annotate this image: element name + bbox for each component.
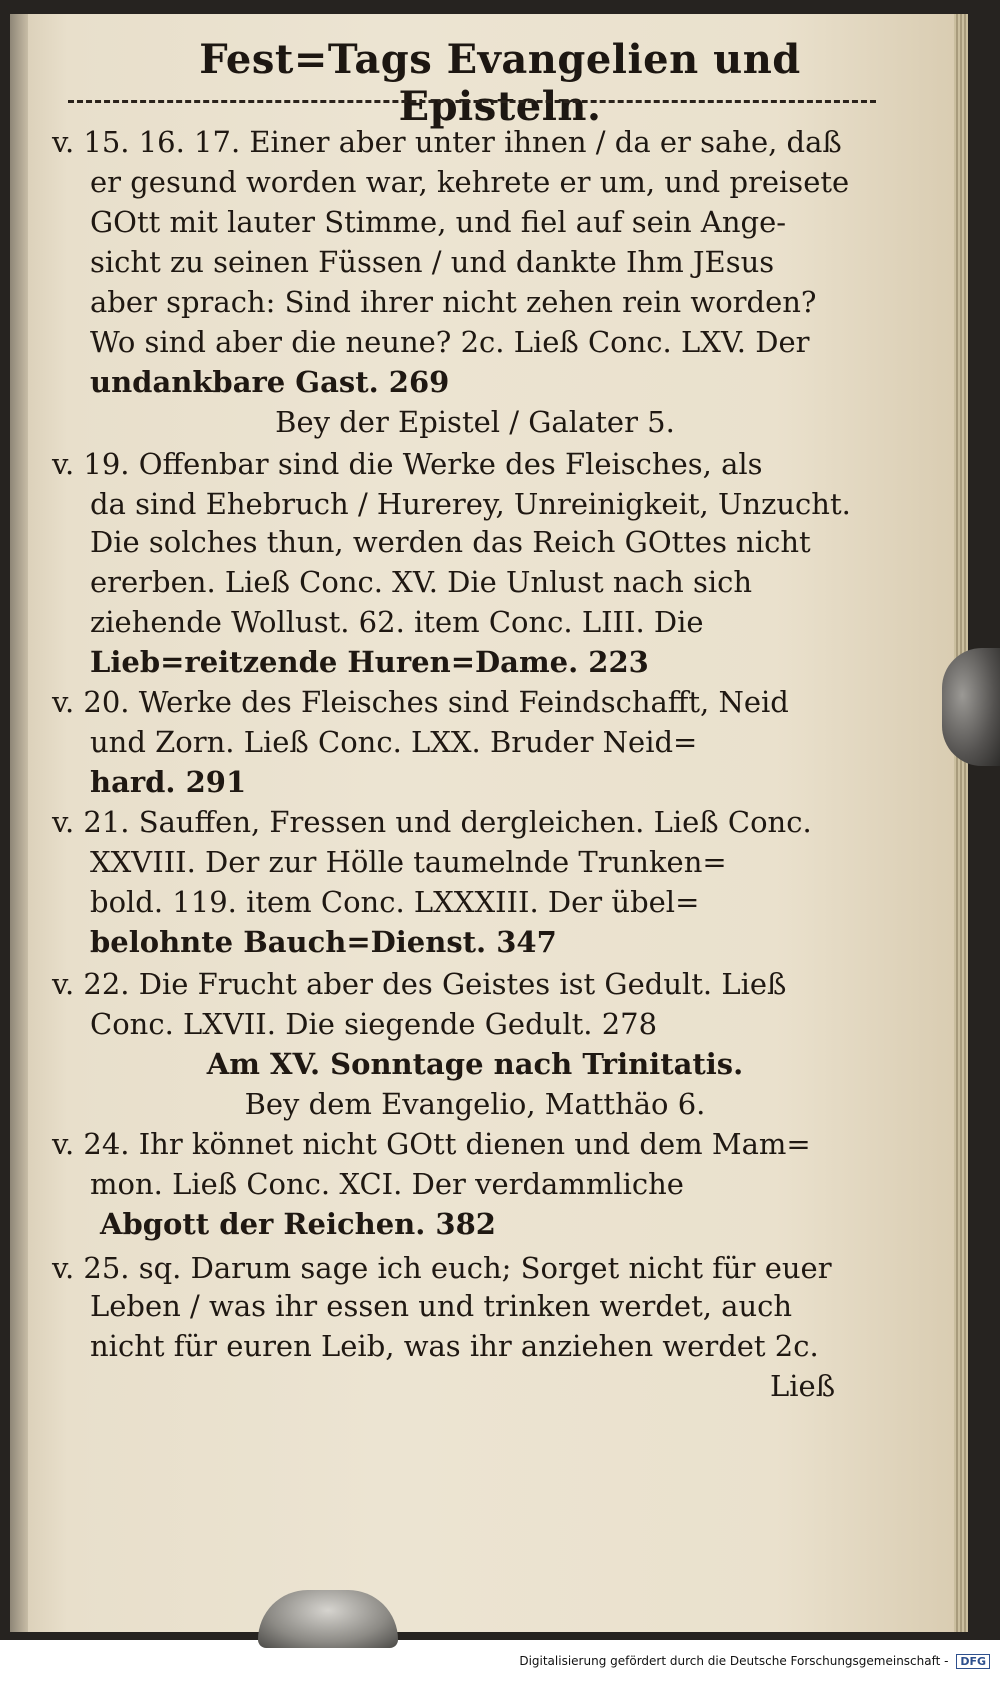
page-clip-right: [942, 648, 1000, 766]
text-line: Lieb=reitzende Huren=Dame. 223: [90, 645, 649, 679]
text-line: bold. 119. item Conc. LXXXIII. Der übel=: [90, 885, 700, 919]
text-line: er gesund worden war, kehrete er um, und preisete: [90, 165, 850, 199]
text-line: Am XV. Sonntage nach Trinitatis.: [206, 1047, 744, 1081]
footer-text: Digitalisierung gefördert durch die Deutsche Forschungsgemeinschaft -: [519, 1654, 949, 1668]
text-line: Die solches thun, werden das Reich GOttes nicht: [90, 525, 811, 559]
text-line: XXVIII. Der zur Hölle taumelnde Trunken=: [90, 845, 727, 879]
text-line: Wo sind aber die neune? 2c. Ließ Conc. LXV. Der: [90, 325, 810, 359]
book-page: [10, 14, 968, 1632]
text-line: Bey der Epistel / Galater 5.: [275, 405, 675, 439]
text-line: belohnte Bauch=Dienst. 347: [90, 925, 557, 959]
text-line: nicht für euren Leib, was ihr anziehen werdet 2c.: [90, 1329, 819, 1363]
page-clip-bottom: [258, 1590, 398, 1648]
text-line: ererben. Ließ Conc. XV. Die Unlust nach sich: [90, 565, 753, 599]
text-line: Leben / was ihr essen und trinken werdet, auch: [90, 1289, 793, 1323]
text-line: Abgott der Reichen. 382: [100, 1207, 496, 1241]
text-line: mon. Ließ Conc. XCI. Der verdammliche: [90, 1167, 684, 1201]
text-line: sicht zu seinen Füssen / und dankte Ihm JEsus: [90, 245, 775, 279]
text-line: v. 21. Sauffen, Fressen und dergleichen. Ließ Conc.: [52, 805, 812, 839]
text-line: v. 22. Die Frucht aber des Geistes ist Gedult. Ließ: [52, 967, 787, 1001]
running-header: Fest=Tags Evangelien und Episteln.: [199, 36, 801, 130]
digitization-footer: [519, 1654, 990, 1669]
text-line: v. 20. Werke des Fleisches sind Feindschafft, Neid: [52, 685, 789, 719]
text-line: da sind Ehebruch / Hurerey, Unreinigkeit, Unzucht.: [90, 487, 851, 521]
text-line: und Zorn. Ließ Conc. LXX. Bruder Neid=: [90, 725, 698, 759]
text-line: GOtt mit lauter Stimme, und fiel auf sein Ange-: [90, 205, 787, 239]
text-line: aber sprach: Sind ihrer nicht zehen rein worden?: [90, 285, 817, 319]
text-line: Ließ: [770, 1369, 836, 1403]
text-line: undankbare Gast. 269: [90, 365, 450, 399]
page-gutter: [10, 14, 28, 1632]
text-line: v. 19. Offenbar sind die Werke des Fleisches, als: [52, 447, 763, 481]
text-line: v. 15. 16. 17. Einer aber unter ihnen / da er sahe, daß: [52, 125, 842, 159]
text-line: v. 24. Ihr könnet nicht GOtt dienen und dem Mam=: [52, 1127, 811, 1161]
text-line: Conc. LXVII. Die siegende Gedult. 278: [90, 1007, 658, 1041]
text-line: v. 25. sq. Darum sage ich euch; Sorget nicht für euer: [52, 1251, 832, 1285]
page-edge: [954, 14, 968, 1632]
header-rule: [68, 100, 876, 103]
dfg-logo: DFG: [956, 1654, 990, 1669]
text-line: ziehende Wollust. 62. item Conc. LIII. Die: [90, 605, 704, 639]
text-line: hard. 291: [90, 765, 247, 799]
text-line: Bey dem Evangelio, Matthäo 6.: [244, 1087, 706, 1121]
